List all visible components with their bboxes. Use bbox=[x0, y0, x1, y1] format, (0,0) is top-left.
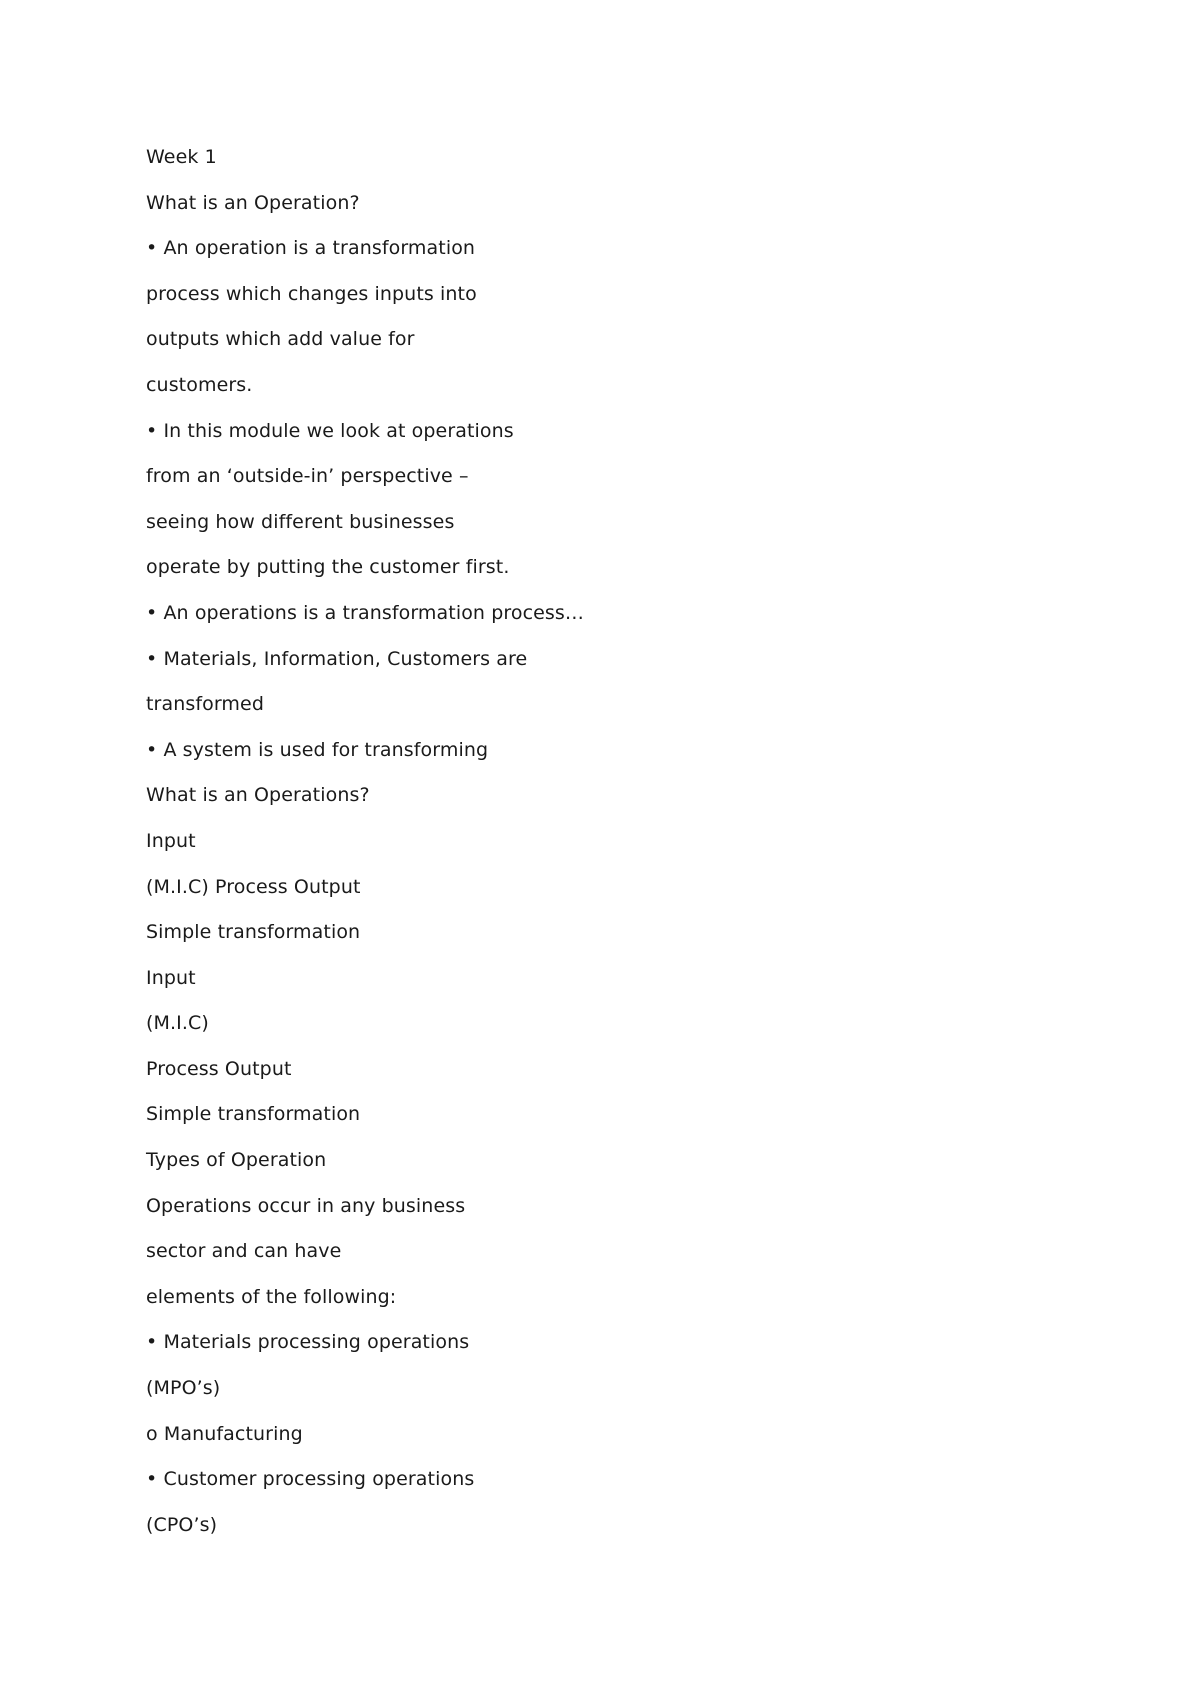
body-line: • In this module we look at operations bbox=[146, 419, 514, 442]
body-line: • Materials processing operations bbox=[146, 1331, 470, 1354]
body-line: o Manufacturing bbox=[146, 1422, 303, 1445]
section-heading-what-is-an-operations: What is an Operations? bbox=[146, 784, 370, 807]
body-line: Operations occur in any business bbox=[146, 1194, 466, 1217]
body-line: Process Output bbox=[146, 1057, 292, 1080]
document-body bbox=[146, 144, 1046, 1557]
body-line: transformed bbox=[146, 693, 264, 716]
body-line: (MPO’s) bbox=[146, 1377, 221, 1400]
body-line: Input bbox=[146, 829, 196, 852]
section-heading-what-is-an-operation: What is an Operation? bbox=[146, 191, 360, 214]
body-line: (M.I.C) Process Output bbox=[146, 875, 361, 898]
body-line: from an ‘outside-in’ perspective – bbox=[146, 465, 469, 488]
week-heading: Week 1 bbox=[146, 146, 217, 168]
body-line: Simple transformation bbox=[146, 1103, 361, 1126]
body-line: elements of the following: bbox=[146, 1285, 397, 1308]
body-line: • An operation is a transformation bbox=[146, 237, 476, 260]
body-line: • A system is used for transforming bbox=[146, 738, 489, 761]
section-heading-types-of-operation: Types of Operation bbox=[146, 1149, 327, 1172]
body-line: sector and can have bbox=[146, 1240, 342, 1263]
body-line: (M.I.C) bbox=[146, 1012, 209, 1035]
body-line: process which changes inputs into bbox=[146, 282, 477, 305]
body-line: • An operations is a transformation process… bbox=[146, 601, 585, 624]
body-line: operate by putting the customer first. bbox=[146, 556, 510, 579]
body-line: Input bbox=[146, 966, 196, 989]
body-line: • Customer processing operations bbox=[146, 1468, 475, 1491]
body-line: customers. bbox=[146, 373, 253, 396]
body-line: Simple transformation bbox=[146, 921, 361, 944]
body-line: outputs which add value for bbox=[146, 328, 415, 351]
body-line: • Materials, Information, Customers are bbox=[146, 647, 528, 670]
body-line: (CPO’s) bbox=[146, 1513, 218, 1536]
body-line: seeing how different businesses bbox=[146, 510, 455, 533]
